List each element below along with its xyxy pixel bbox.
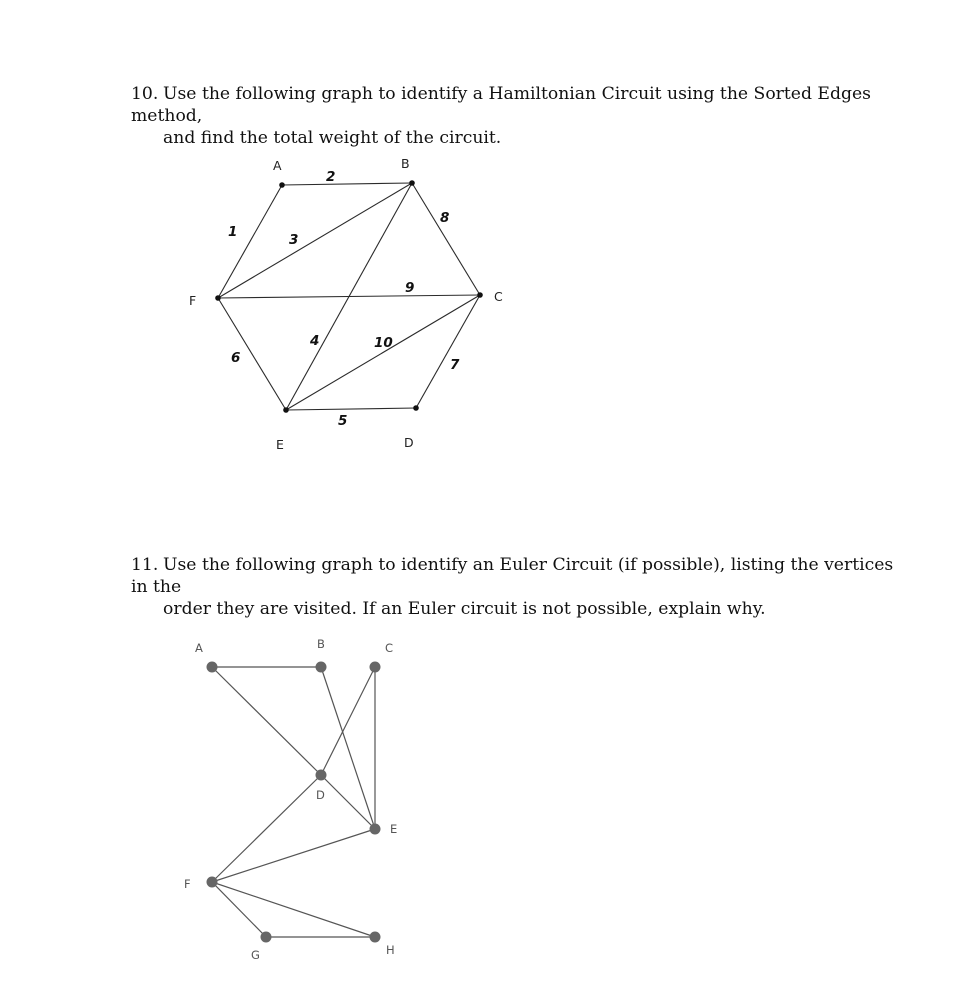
edge-F-G (212, 882, 266, 937)
vertex-label-B: B (401, 156, 410, 171)
vertex-label-C: C (494, 289, 503, 304)
problem-number: 11. (131, 555, 159, 575)
vertex-E (370, 824, 381, 835)
vertex-label-D: D (404, 435, 414, 450)
vertex-D (413, 405, 419, 411)
edge-C-D (321, 667, 375, 775)
edge-F-E (218, 298, 286, 410)
weight-label-FB: 3 (289, 232, 299, 248)
edge-D-F (212, 775, 321, 882)
vertex-label-F: F (184, 877, 191, 891)
vertex-F (207, 877, 218, 888)
weighted-graph (189, 156, 503, 452)
vertex-B (409, 180, 415, 186)
weight-label-ED: 5 (338, 413, 348, 429)
edge-B-E (321, 667, 375, 829)
edge-B-C (412, 183, 480, 295)
problem-text-line1: Use the following graph to identify a Hamiltonian Circuit using the Sorted Edges method, (131, 84, 871, 126)
edge-D-E (321, 775, 375, 829)
edge-C-D (416, 295, 480, 408)
euler-graph (184, 637, 397, 962)
problem-text-line2: and find the total weight of the circuit. (163, 128, 502, 148)
edge-E-F (212, 829, 375, 882)
weight-label-CD: 7 (450, 357, 460, 373)
weight-label-AF: 1 (228, 224, 238, 240)
vertex-B (316, 662, 327, 673)
vertex-C (477, 292, 483, 298)
weight-label-FE: 6 (231, 350, 241, 366)
vertex-label-D: D (316, 788, 325, 802)
vertex-A (207, 662, 218, 673)
vertex-label-C: C (385, 641, 394, 655)
vertex-label-H: H (386, 943, 395, 957)
vertex-F (215, 295, 221, 301)
problem-text-line1: Use the following graph to identify an Euler Circuit (if possible), listing the vertices in the (131, 555, 894, 597)
edge-F-H (212, 882, 375, 937)
weight-label-AB: 2 (326, 169, 336, 185)
edge-A-D (212, 667, 321, 775)
vertex-label-F: F (189, 293, 197, 308)
vertex-label-A: A (195, 641, 203, 655)
vertex-label-B: B (317, 637, 325, 651)
vertex-G (261, 932, 272, 943)
vertex-E (283, 407, 289, 413)
vertex-label-G: G (251, 948, 260, 962)
vertex-A (279, 182, 285, 188)
vertex-C (370, 662, 381, 673)
vertex-label-E: E (390, 822, 398, 836)
edge-F-B (218, 183, 415, 298)
vertex-D (316, 770, 327, 781)
edge-E-D (286, 408, 416, 410)
vertex-H (370, 932, 381, 943)
weight-label-FC: 9 (405, 280, 415, 296)
edge-A-B (282, 183, 412, 185)
problem-text-line2: order they are visited. If an Euler circuit is not possible, explain why. (163, 599, 766, 619)
vertex-label-E: E (276, 437, 284, 452)
edge-A-F (218, 185, 282, 298)
vertex-label-A: A (273, 158, 282, 173)
weight-label-EB: 4 (310, 333, 320, 349)
problem-number: 10. (131, 84, 159, 104)
weight-label-EC: 10 (374, 335, 393, 351)
weight-label-BC: 8 (440, 210, 450, 226)
edge-E-C (286, 295, 480, 410)
